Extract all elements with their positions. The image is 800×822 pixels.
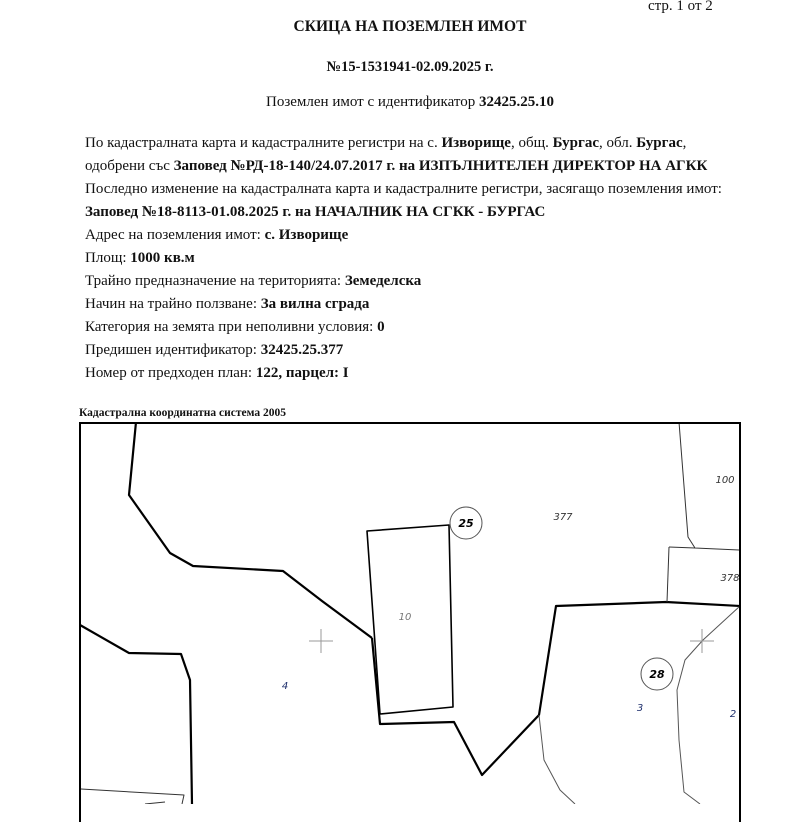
parcel-line: [667, 547, 669, 602]
parcel-label-378: 378: [720, 573, 740, 584]
field-previous-plan: [85, 362, 745, 385]
field-value: Земеделска: [344, 273, 422, 289]
field-label: Категория на земята при неполивни условия:: [85, 319, 378, 335]
parcel-label-377: 377: [553, 512, 573, 523]
field-label: Начин на трайно ползване:: [85, 296, 261, 312]
field-value: с. Изворище: [264, 227, 349, 243]
identifier-label: Поземлен имот с идентификатор: [266, 94, 479, 110]
field-category: [85, 316, 745, 339]
field-value: 1000 кв.м: [130, 250, 195, 266]
parcel-label-10: 10: [398, 612, 412, 623]
region-label: , обл.: [599, 135, 637, 151]
identifier-value: 32425.25.10: [478, 94, 554, 110]
cadastre-approval: [85, 132, 745, 178]
last-change-order: Заповед №18-8113-01.08.2025 г. на НАЧАЛНИК НА СГКК - БУРГАС: [85, 204, 546, 220]
field-label: Номер от предходен план:: [85, 365, 256, 381]
boundary-line: [372, 602, 740, 775]
cadastral-map: [79, 422, 741, 822]
block-label-28: 28: [649, 668, 665, 681]
last-change: [85, 178, 745, 224]
property-identifier: [0, 94, 800, 111]
block-label-25: 25: [458, 517, 474, 530]
field-value: За вилна сграда: [260, 296, 370, 312]
document-number: №15-1531941-02.09.2025 г.: [326, 59, 494, 75]
region: Бургас: [636, 135, 683, 151]
parcel-label-100: 100: [715, 475, 735, 486]
parcel-label-4: 4: [281, 681, 289, 692]
parcel-line: [677, 606, 740, 804]
municipality-label: , общ.: [510, 135, 553, 151]
field-previous-id: [85, 339, 745, 362]
field-value: 32425.25.377: [260, 342, 344, 358]
parcel-line: [80, 789, 184, 804]
field-label: Адрес на поземления имот:: [85, 227, 265, 243]
cadastre-intro: По кадастралната карта и кадастралните регистри на с.: [85, 135, 442, 151]
property-details: [85, 132, 745, 385]
field-label: Предишен идентификатор:: [85, 342, 261, 358]
field-label: Трайно предназначение на територията:: [85, 273, 345, 289]
field-label: Площ:: [85, 250, 131, 266]
field-usage: [85, 293, 745, 316]
field-value: 0: [377, 319, 385, 335]
map-drawing: [79, 422, 741, 804]
field-address: [85, 224, 745, 247]
parcel-line: [539, 715, 575, 804]
parcel-line: [679, 422, 740, 550]
page-indicator: стр. 1 от 2: [648, 0, 713, 14]
boundary-line: [129, 422, 372, 638]
approved-label: , одобрени със: [85, 135, 687, 174]
document-title: СКИЦА НА ПОЗЕМЛЕН ИМОТ: [293, 18, 527, 35]
parcel-line: [669, 547, 695, 548]
field-area: [85, 247, 745, 270]
boundary-line: [80, 625, 192, 804]
village: Изворище: [441, 135, 511, 151]
parcel-label-3: 3: [636, 703, 644, 714]
last-change-label: Последно изменение на кадастралната карта и кадастралните регистри, засягащо поземления имот:: [85, 181, 722, 197]
field-value: 122, парцел: I: [255, 365, 349, 381]
crosshair-markers: [309, 629, 714, 653]
coordinate-system-label: Кадастрална координатна система 2005: [79, 407, 286, 419]
field-purpose: [85, 270, 745, 293]
municipality: Бургас: [552, 135, 599, 151]
parcel-label-2: 2: [729, 709, 737, 720]
approved-order: Заповед №РД-18-140/24.07.2017 г. на ИЗПЪЛНИТЕЛЕН ДИРЕКТОР НА АГКК: [173, 158, 708, 174]
